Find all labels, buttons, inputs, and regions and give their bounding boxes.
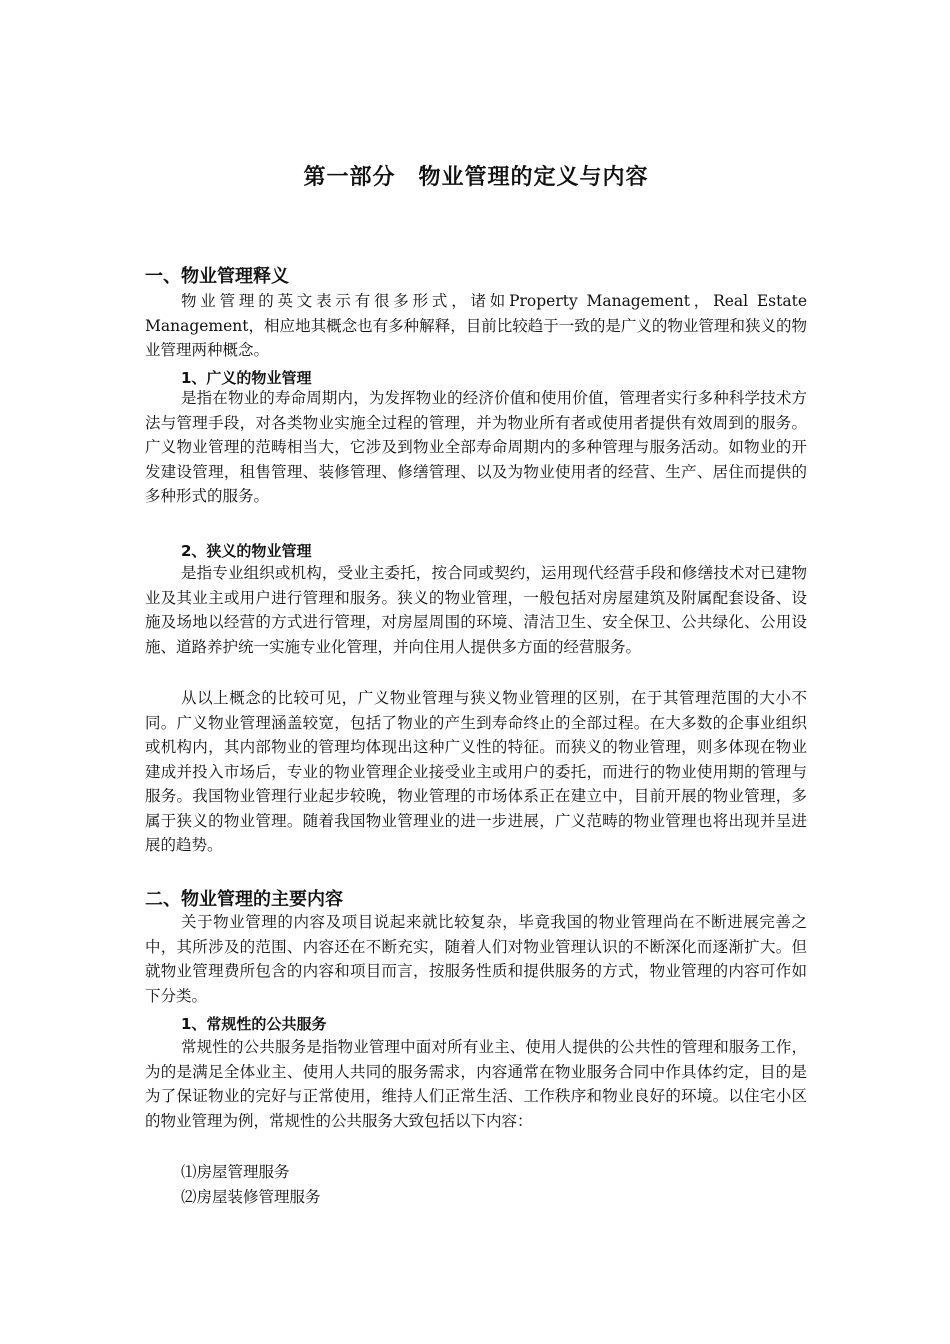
section2-sub1-text: 常规性的公共服务是指物业管理中面对所有业主、使用人提供的公共性的管理和服务工作，为的是满足全体业主、使用人共同的服务需求，内容通常在物业服务合同中作具体约定，目的是为了保证物业的完好与正常使用，维持人们正常生活、工作秩序和物业良好的环境。以住宅小区的物业管理为例，常规性的公共服务大致包括以下内容： [145,1038,807,1130]
section2-sub1-heading: 1、常规性的公共服务 [181,1015,327,1033]
section1-sub2-heading: 2、狭义的物业管理 [181,542,312,560]
list-item: ⑵房屋装修管理服务 [181,1188,321,1206]
list-item: ⑴房屋管理服务 [181,1163,290,1181]
section1-sub1-heading: 1、广义的物业管理 [181,369,312,387]
section1-compare-text: 从以上概念的比较可见，广义物业管理与狭义物业管理的区别，在于其管理范围的大小不同。广义物业管理涵盖较宽，包括了物业的产生到寿命终止的全部过程。在大多数的企事业组织或机构内，其内部物业的管理均体现出这种广义性的特征。而狭义的物业管理，则多体现在物业建成并投入市场后，专业的物业管理企业接受业主或用户的委托，而进行的物业使用期的管理与服务。我国物业管理行业起步较晚，物业管理的市场体系正在建立中，目前开展的物业管理，多属于狭义的物业管理。随着我国物业管理业的进一步进展，广义范畴的物业管理也将出现并呈进展的趋势。 [145,689,807,854]
section2-heading: 二、物业管理的主要内容 [145,889,343,910]
section1-heading: 一、物业管理释义 [145,266,289,287]
section1-intro: 物业管理的英文表示有很多形式，诸如Property Management，Real Estate Management，相应地其概念也有多种解释，目前比较趋于一致的是广义的物业管理和狭义的物业管理两种概念。 [145,292,807,359]
section1-sub2-text: 是指专业组织或机构，受业主委托，按合同或契约，运用现代经营手段和修缮技术对已建物业及其业主或用户进行管理和服务。狭义的物业管理，一般包括对房屋建筑及附属配套设备、设施及场地以经营的方式进行管理，对房屋周围的环境、清洁卫生、安全保卫、公共绿化、公用设施、道路养护统一实施专业化管理，并向住用人提供多方面的经营服务。 [145,564,807,656]
section1-sub1-text: 是指在物业的寿命周期内，为发挥物业的经济价值和使用价值，管理者实行多种科学技术方法与管理手段，对各类物业实施全过程的管理，并为物业所有者或使用者提供有效周到的服务。广义物业管理的范畴相当大，它涉及到物业全部寿命周期内的多种管理与服务活动。如物业的开发建设管理，租售管理、装修管理、修缮管理、以及为物业使用者的经营、生产、居住而提供的多种形式的服务。 [145,389,807,505]
section2-intro: 关于物业管理的内容及项目说起来就比较复杂，毕竟我国的物业管理尚在不断进展完善之中，其所涉及的范围、内容还在不断充实，随着人们对物业管理认识的不断深化而逐渐扩大。但就物业管理费所包含的内容和项目而言，按服务性质和提供服务的方式，物业管理的内容可作如下分类。 [145,913,807,1005]
document-title: 第一部分 物业管理的定义与内容 [303,165,649,190]
